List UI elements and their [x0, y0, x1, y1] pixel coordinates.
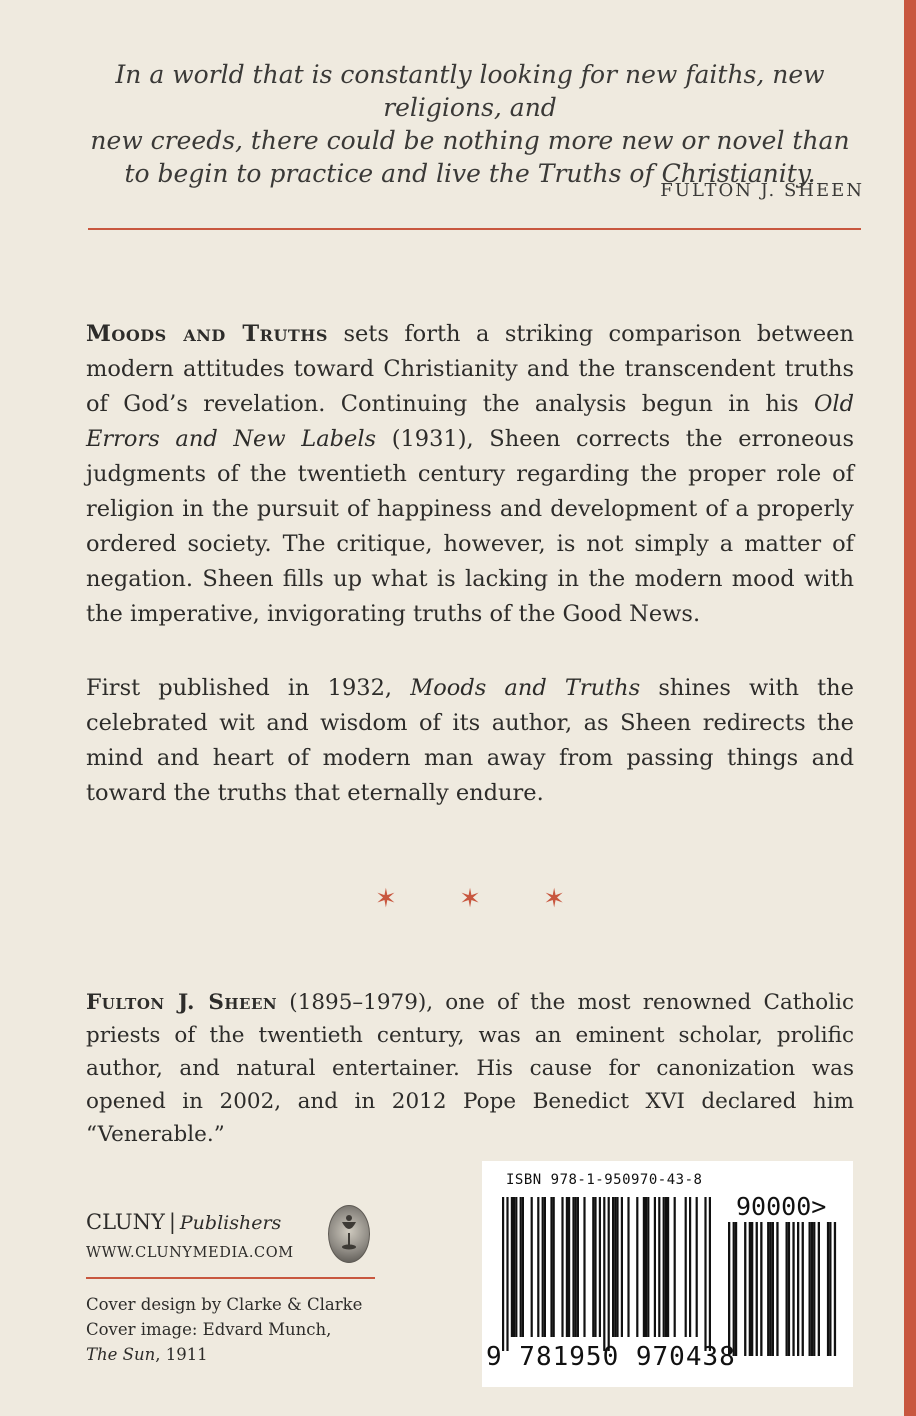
barcode-bar	[728, 1222, 730, 1356]
barcode-bar	[603, 1197, 605, 1351]
barcode-bar	[575, 1197, 577, 1337]
ean13-barcode	[502, 1197, 716, 1359]
paragraph-text: (1931), Sheen corrects the erroneous judgments of the twentieth century regarding the proper role of religion in the pursuit of happiness and development of a properly ordered society. The critique, however, is not simply a matter of negation. Sheen fills up what is lacking in the modern mood with the imperative, invigorating truths of the Good News.	[86, 426, 855, 627]
barcode-bar	[818, 1222, 820, 1356]
author-bio	[86, 986, 854, 1151]
publisher-separator: |	[168, 1210, 176, 1234]
barcode-bar	[592, 1197, 594, 1337]
barcode-bar	[608, 1197, 610, 1351]
artwork-title: The Sun	[86, 1345, 156, 1364]
barcode-bar	[674, 1197, 676, 1337]
barcode-bar	[561, 1197, 563, 1337]
publisher-brand: CLUNY	[86, 1210, 165, 1234]
spine-color-band	[904, 0, 916, 1416]
barcode-bar	[520, 1197, 522, 1337]
barcode-bar	[643, 1197, 645, 1337]
barcode-bar	[809, 1222, 811, 1356]
barcode-bar	[665, 1197, 667, 1337]
publisher-name	[86, 1210, 281, 1234]
publisher-label: Publishers	[179, 1212, 282, 1234]
barcode-bar	[612, 1197, 614, 1337]
barcode-bar	[636, 1197, 638, 1337]
barcode-bar	[689, 1197, 691, 1337]
paragraph-text: shines with the celebrated wit and wisdom of its author, as Sheen redirects the mind and heart of modern man away from passing things and toward the truths that eternally endure.	[86, 675, 854, 806]
barcode-bar	[614, 1197, 616, 1337]
publisher-url: WWW.CLUNYMEDIA.COM	[86, 1245, 294, 1261]
barcode-bar	[553, 1197, 555, 1337]
barcode-bar	[566, 1197, 568, 1337]
barcode-bar	[756, 1222, 758, 1356]
barcode-bar	[769, 1222, 771, 1356]
barcode-bar	[599, 1197, 601, 1337]
star-ornament-icon: ✶	[459, 884, 481, 914]
barcode-bar	[829, 1222, 831, 1356]
chalice-glyph	[329, 1206, 369, 1262]
barcode-bar	[511, 1197, 513, 1337]
isbn-label: ISBN 978-1-950970-43-8	[506, 1172, 703, 1188]
barcode-bar	[767, 1222, 769, 1356]
barcode-bar	[744, 1222, 746, 1356]
referenced-book-title: Old Errors and New Labels	[86, 391, 854, 452]
barcode-bar	[594, 1197, 596, 1337]
barcode-bar	[834, 1222, 836, 1356]
barcode-bar	[760, 1222, 762, 1356]
barcode-bar	[772, 1222, 774, 1356]
barcode-bar	[696, 1197, 698, 1337]
barcode-bar	[792, 1222, 794, 1356]
barcode-bar	[627, 1197, 629, 1337]
description-paragraph-2	[86, 671, 854, 811]
barcode-bar	[704, 1197, 706, 1351]
quote-line: to begin to practice and live the Truths of Christianity.	[124, 159, 816, 188]
barcode-bar	[667, 1197, 669, 1337]
barcode-bar	[827, 1222, 829, 1356]
description-paragraph-1	[86, 317, 854, 632]
barcode-bar	[685, 1197, 687, 1337]
barcode-bar	[550, 1197, 552, 1337]
barcode-bar	[797, 1222, 799, 1356]
author-name-small-caps: Fulton J. Sheen	[86, 990, 278, 1015]
bio-text: (1895–1979), one of the most renowned Catholic priests of the twentieth century, was an eminent scholar, prolific author, and natural entertainer. His cause for canonization was opened in 2002, and in 2012 Pope Benedict XVI declared him “Venerable.”	[86, 990, 854, 1147]
barcode-bar	[658, 1197, 660, 1337]
barcode-bar	[663, 1197, 665, 1337]
barcode-bar	[544, 1197, 546, 1337]
barcode-bar	[513, 1197, 515, 1337]
barcode-bar	[786, 1222, 788, 1356]
barcode-bar	[654, 1197, 656, 1337]
barcode-digits: 9 781950 970438	[486, 1342, 736, 1372]
barcode-bar	[522, 1197, 524, 1337]
publisher-divider	[86, 1277, 375, 1279]
barcode-bar	[577, 1197, 579, 1337]
barcode-bar	[542, 1197, 544, 1337]
barcode-bar	[531, 1197, 533, 1337]
artwork-year: , 1911	[155, 1345, 208, 1364]
barcode-bar	[502, 1197, 504, 1351]
barcode-bar	[776, 1222, 778, 1356]
barcode-bar	[621, 1197, 623, 1337]
section-ornaments	[375, 884, 565, 914]
barcode-bar	[709, 1197, 711, 1351]
barcode-bar	[515, 1197, 517, 1337]
barcode-bar	[788, 1222, 790, 1356]
chalice-medallion-icon	[328, 1205, 370, 1263]
price-code: 90000>	[736, 1192, 827, 1221]
barcode-bar	[647, 1197, 649, 1337]
epigraph-quote	[70, 58, 870, 190]
barcode-bar	[749, 1222, 751, 1356]
barcode-bar	[802, 1222, 804, 1356]
barcode-bar	[583, 1197, 585, 1337]
barcode-bar	[645, 1197, 647, 1337]
barcode-bar	[813, 1222, 815, 1356]
barcode-bar	[506, 1197, 508, 1351]
barcode-bar	[568, 1197, 570, 1337]
paragraph-text: First published in 1932,	[86, 675, 411, 701]
cover-image-title-line	[86, 1342, 362, 1367]
barcode-bar	[616, 1197, 618, 1337]
barcode-bar	[572, 1197, 574, 1337]
quote-line: new creeds, there could be nothing more new or novel than	[90, 126, 850, 155]
quote-line: In a world that is constantly looking for new faiths, new religions, and	[115, 60, 825, 122]
barcode-bar	[751, 1222, 753, 1356]
cover-image-credit: Cover image: Edvard Munch,	[86, 1320, 332, 1339]
cover-design-credit: Cover design by Clarke & Clarke	[86, 1295, 363, 1314]
barcode-bar	[537, 1197, 539, 1337]
barcode-bar	[733, 1222, 735, 1356]
barcode-bar	[735, 1222, 737, 1356]
cover-credits	[86, 1292, 362, 1367]
top-divider	[88, 228, 861, 230]
quote-attribution: FULTON J. SHEEN	[660, 180, 864, 201]
star-ornament-icon: ✶	[543, 884, 565, 914]
book-title-italic: Moods and Truths	[410, 675, 641, 701]
star-ornament-icon: ✶	[375, 884, 397, 914]
book-title-small-caps: Moods and Truths	[86, 321, 328, 347]
barcode-bar	[811, 1222, 813, 1356]
price-addon-barcode	[728, 1222, 848, 1358]
paragraph-text: sets forth a striking comparison between modern attitudes toward Christianity and the transcendent truths of God’s revelation. Continuing the analysis begun in his	[86, 321, 854, 417]
